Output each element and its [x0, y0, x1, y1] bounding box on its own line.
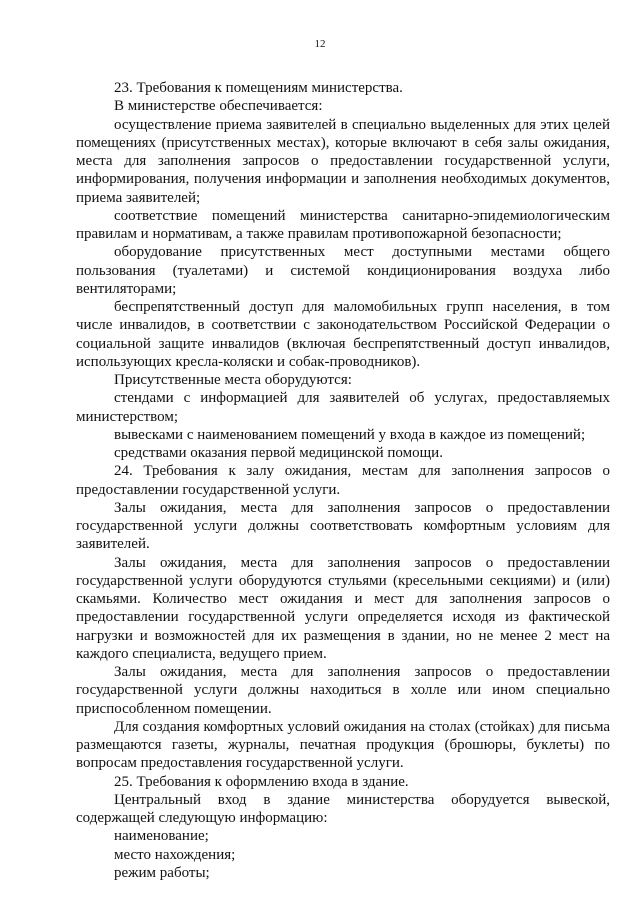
paragraph: наименование;	[114, 828, 209, 845]
paragraph: стендами с информацией для заявителей об услугах, предоставляемых министерством;	[76, 390, 610, 425]
paragraph: место нахождения;	[114, 846, 236, 863]
paragraph: В министерстве обеспечивается:	[114, 98, 323, 115]
paragraph: вывесками с наименованием помещений у входа в каждое из помещений;	[114, 426, 586, 443]
paragraph: беспрепятственный доступ для маломобильных групп населения, в том числе инвалидов, в соответствии с законодательством Российской Федерации о социальной защите инвалидов (включая беспрепятственный доступ инвалидов, использующих кресла-коляски и собак-проводников).	[76, 299, 610, 370]
paragraph: 24. Требования к залу ожидания, местам для заполнения запросов о предоставлении государственной услуги.	[76, 463, 610, 498]
paragraph: Залы ожидания, места для заполнения запросов о предоставлении государственной услуги оборудуются стульями (кресельными секциями) и (или) скамьями. Количество мест ожидания и мест для заполнения запросов о предоставлении государственной услуги определяется исходя из фактической нагрузки и возможностей для их размещения в здании, но не менее 2 мест на каждого специалиста, ведущего прием.	[76, 554, 610, 662]
paragraph: оборудование присутственных мест доступными местами общего пользования (туалетами) и системой кондиционирования воздуха либо вентиляторами;	[76, 244, 610, 297]
paragraph: Присутственные места оборудуются:	[114, 372, 352, 388]
paragraph: осуществление приема заявителей в специально выделенных для этих целей помещениях (присутственных местах), которые включают в себя залы ожидания, места для заполнения запросов о предоставлении государственной услуги, информирования, получения информации и заполнения необходимых документов, приема заявителей;	[76, 116, 610, 206]
document-body	[76, 79, 610, 882]
paragraph: Залы ожидания, места для заполнения запросов о предоставлении государственной услуги должны находиться в холле или ином специально приспособленном помещении.	[76, 664, 610, 717]
paragraph: режим работы;	[114, 864, 210, 881]
paragraph: 23. Требования к помещениям министерства.	[114, 80, 403, 96]
paragraph: Залы ожидания, места для заполнения запросов о предоставлении государственной услуги должны соответствовать комфортным условиям для заявителей.	[76, 499, 610, 553]
paragraph: соответствие помещений министерства санитарно-эпидемиологическим правилам и нормативам, а также правилам противопожарной безопасности;	[76, 207, 610, 242]
paragraph: Для создания комфортных условий ожидания на столах (стойках) для письма размещаются газеты, журналы, печатная продукция (брошюры, буклеты) по вопросам предоставления государственной услуги.	[76, 718, 610, 772]
paragraph: средствами оказания первой медицинской помощи.	[114, 445, 443, 461]
paragraph: 25. Требования к оформлению входа в здание.	[114, 773, 409, 790]
paragraph: Центральный вход в здание министерства оборудуется вывеской, содержащей следующую информацию:	[76, 791, 610, 826]
page-number: 12	[314, 38, 326, 50]
